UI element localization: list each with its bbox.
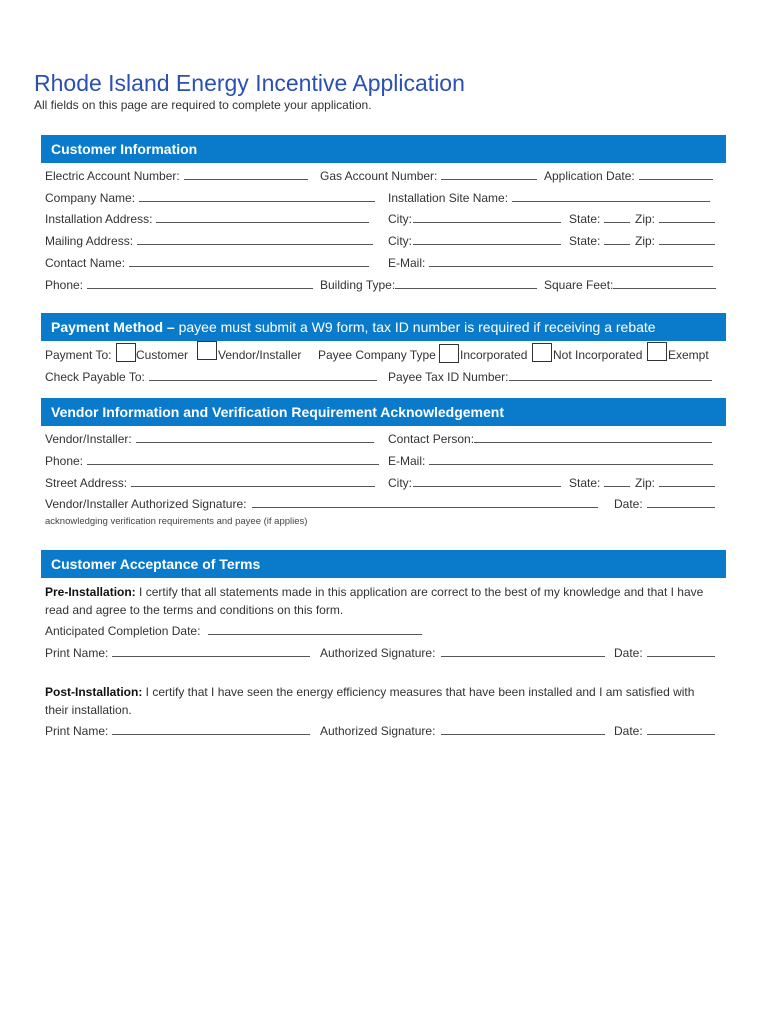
contact-name-label: Contact Name: <box>45 256 126 270</box>
vendor-city-field[interactable] <box>388 476 561 490</box>
installation-state-input[interactable] <box>604 212 630 223</box>
phone-field[interactable] <box>45 278 313 292</box>
building-type-field[interactable] <box>320 278 537 292</box>
vendor-installer-option-label: Vendor/Installer <box>218 348 302 362</box>
mailing-zip-label: Zip: <box>635 234 656 248</box>
anticipated-completion-field[interactable] <box>45 624 422 638</box>
installation-site-name-field[interactable] <box>388 191 710 205</box>
pre-signature-input[interactable] <box>441 646 605 657</box>
company-name-input[interactable] <box>139 191 375 202</box>
vendor-state-input[interactable] <box>604 476 630 487</box>
check-payable-input[interactable] <box>149 370 377 381</box>
customer-info-heading: Customer Information <box>41 135 726 163</box>
vendor-installer-field[interactable] <box>45 432 374 446</box>
post-print-name-field[interactable] <box>45 724 310 738</box>
vendor-signature-field[interactable] <box>45 497 598 511</box>
building-type-label: Building Type: <box>320 278 396 292</box>
contact-email-input[interactable] <box>429 256 713 267</box>
vendor-installer-label: Vendor/Installer: <box>45 432 132 446</box>
gas-account-label: Gas Account Number: <box>320 169 438 183</box>
pre-installation-label: Pre-Installation: <box>45 585 136 599</box>
payment-method-title: Payment Method – <box>51 319 175 335</box>
pre-print-name-label: Print Name: <box>45 646 109 660</box>
payee-tax-id-field[interactable] <box>388 370 712 384</box>
electric-account-field[interactable] <box>45 169 308 183</box>
installation-site-name-label: Installation Site Name: <box>388 191 509 205</box>
contact-email-label: E-Mail: <box>388 256 426 270</box>
installation-city-field[interactable] <box>388 212 561 226</box>
pre-signature-label: Authorized Signature: <box>320 646 436 660</box>
exempt-checkbox[interactable] <box>647 342 667 361</box>
phone-label: Phone: <box>45 278 84 292</box>
vendor-signature-input[interactable] <box>252 497 598 508</box>
payment-method-heading <box>41 313 726 341</box>
post-print-name-input[interactable] <box>112 724 310 735</box>
mailing-address-label: Mailing Address: <box>45 234 134 248</box>
post-installation-statement <box>45 683 720 719</box>
mailing-zip-field[interactable] <box>635 234 715 248</box>
vendor-date-input[interactable] <box>647 497 715 508</box>
electric-account-label: Electric Account Number: <box>45 169 180 183</box>
company-name-label: Company Name: <box>45 191 136 205</box>
mailing-state-input[interactable] <box>604 234 630 245</box>
pre-date-field[interactable] <box>614 646 715 660</box>
square-feet-field[interactable] <box>544 278 716 292</box>
payee-tax-id-label: Payee Tax ID Number: <box>388 370 509 384</box>
vendor-installer-input[interactable] <box>136 432 374 443</box>
installation-zip-input[interactable] <box>659 212 715 223</box>
contact-person-label: Contact Person: <box>388 432 475 446</box>
post-date-label: Date: <box>614 724 643 738</box>
gas-account-input[interactable] <box>441 169 537 180</box>
mailing-state-label: State: <box>569 234 601 248</box>
payment-method-note: payee must submit a W9 form, tax ID number is required if receiving a rebate <box>174 319 656 335</box>
application-date-field[interactable] <box>544 169 713 183</box>
installation-zip-label: Zip: <box>635 212 656 226</box>
check-payable-field[interactable] <box>45 370 377 384</box>
vendor-email-label: E-Mail: <box>388 454 426 468</box>
post-print-name-label: Print Name: <box>45 724 109 738</box>
page-title: Rhode Island Energy Incentive Application <box>34 70 465 96</box>
mailing-state-field[interactable] <box>569 234 630 248</box>
electric-account-input[interactable] <box>184 169 308 180</box>
post-installation-label: Post-Installation: <box>45 685 143 699</box>
vendor-signature-label: Vendor/Installer Authorized Signature: <box>45 497 247 511</box>
anticipated-completion-input[interactable] <box>208 624 422 635</box>
contact-name-input[interactable] <box>129 256 369 267</box>
post-date-input[interactable] <box>647 724 715 735</box>
mailing-address-input[interactable] <box>137 234 373 245</box>
vendor-email-input[interactable] <box>429 454 713 465</box>
vendor-info-heading: Vendor Information and Verification Requirement Acknowledgement <box>41 398 726 426</box>
pre-installation-text: I certify that all statements made in this application are correct to the best of my knowledge and that I have read and agree to the terms and conditions on this form. <box>45 585 704 617</box>
contact-name-field[interactable] <box>45 256 369 270</box>
vendor-phone-input[interactable] <box>87 454 379 465</box>
application-date-input[interactable] <box>639 169 713 180</box>
vendor-zip-label: Zip: <box>635 476 656 490</box>
post-date-field[interactable] <box>614 724 715 738</box>
exempt-option-label: Exempt <box>668 348 709 362</box>
vendor-city-input[interactable] <box>413 476 561 487</box>
pre-signature-field[interactable] <box>320 646 605 660</box>
vendor-state-field[interactable] <box>569 476 630 490</box>
mailing-city-label: City: <box>388 234 412 248</box>
payment-to-label: Payment To: <box>45 348 112 362</box>
not-incorporated-option-label: Not Incorporated <box>553 348 643 362</box>
pre-print-name-field[interactable] <box>45 646 310 660</box>
pre-print-name-input[interactable] <box>112 646 310 657</box>
payee-tax-id-input[interactable] <box>509 370 712 381</box>
installation-address-field[interactable] <box>45 212 369 226</box>
check-payable-label: Check Payable To: <box>45 370 145 384</box>
post-signature-label: Authorized Signature: <box>320 724 436 738</box>
street-address-input[interactable] <box>131 476 375 487</box>
vendor-date-label: Date: <box>614 497 643 511</box>
square-feet-label: Square Feet: <box>544 278 614 292</box>
gas-account-field[interactable] <box>320 169 537 183</box>
mailing-zip-input[interactable] <box>659 234 715 245</box>
installation-state-field[interactable] <box>569 212 630 226</box>
pre-installation-statement <box>45 583 720 619</box>
vendor-date-field[interactable] <box>614 497 715 511</box>
pre-date-input[interactable] <box>647 646 715 657</box>
vendor-zip-input[interactable] <box>659 476 715 487</box>
vendor-email-field[interactable] <box>388 454 713 468</box>
company-name-field[interactable] <box>45 191 375 205</box>
installation-city-input[interactable] <box>413 212 561 223</box>
payee-company-type-label: Payee Company Type <box>318 348 436 362</box>
building-type-input[interactable] <box>395 278 537 289</box>
mailing-address-field[interactable] <box>45 234 373 248</box>
post-signature-field[interactable] <box>320 724 605 738</box>
anticipated-completion-label: Anticipated Completion Date: <box>45 624 201 638</box>
installation-address-label: Installation Address: <box>45 212 153 226</box>
customer-option-label: Customer <box>136 348 189 362</box>
street-address-label: Street Address: <box>45 476 128 490</box>
installation-zip-field[interactable] <box>635 212 715 226</box>
vendor-phone-field[interactable] <box>45 454 379 468</box>
contact-person-field[interactable] <box>388 432 712 446</box>
installation-state-label: State: <box>569 212 601 226</box>
vendor-city-label: City: <box>388 476 412 490</box>
post-installation-text: I certify that I have seen the energy efficiency measures that have been installed and I am satisfied with their installation. <box>45 685 695 717</box>
vendor-zip-field[interactable] <box>635 476 715 490</box>
pre-date-label: Date: <box>614 646 643 660</box>
vendor-installer-checkbox[interactable] <box>197 341 217 360</box>
contact-person-input[interactable] <box>474 432 712 443</box>
installation-site-name-input[interactable] <box>512 191 710 202</box>
installation-city-label: City: <box>388 212 412 226</box>
verification-ack-note: acknowledging verification requirements and payee (if applies) <box>45 516 308 527</box>
application-date-label: Application Date: <box>544 169 635 183</box>
incorporated-checkbox[interactable] <box>439 344 459 363</box>
mailing-city-input[interactable] <box>413 234 561 245</box>
acceptance-heading: Customer Acceptance of Terms <box>41 550 726 578</box>
street-address-field[interactable] <box>45 476 375 490</box>
incorporated-option-label: Incorporated <box>460 348 528 362</box>
phone-input[interactable] <box>87 278 313 289</box>
installation-address-input[interactable] <box>156 212 369 223</box>
contact-email-field[interactable] <box>388 256 713 270</box>
vendor-state-label: State: <box>569 476 601 490</box>
not-incorporated-checkbox[interactable] <box>532 343 552 362</box>
customer-checkbox[interactable] <box>116 343 136 362</box>
post-signature-input[interactable] <box>441 724 605 735</box>
mailing-city-field[interactable] <box>388 234 561 248</box>
vendor-phone-label: Phone: <box>45 454 84 468</box>
page-subtitle: All fields on this page are required to complete your application. <box>34 98 372 112</box>
square-feet-input[interactable] <box>613 278 716 289</box>
